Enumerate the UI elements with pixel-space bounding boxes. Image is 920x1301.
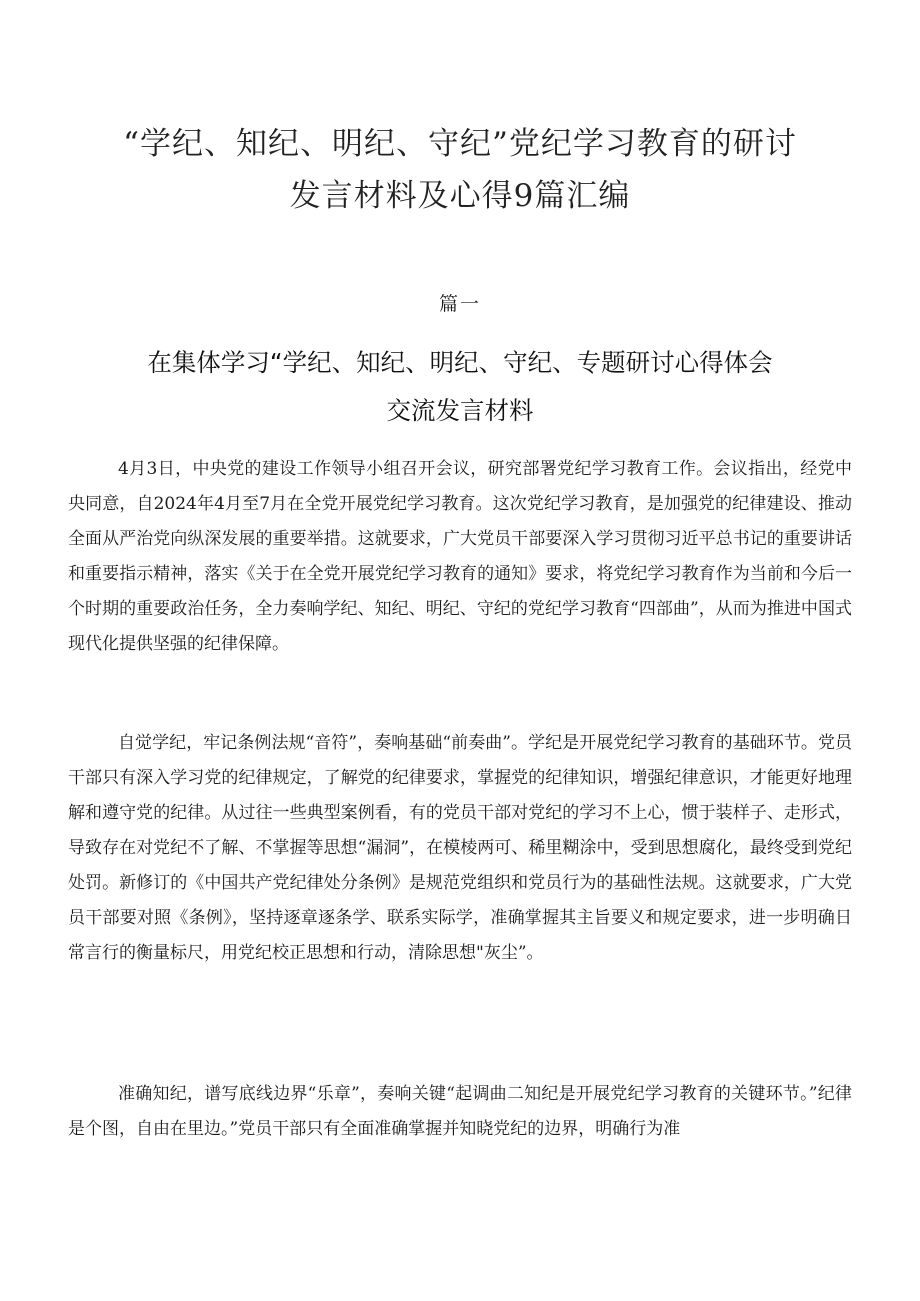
body-paragraph-1: 4月3日，中央党的建设工作领导小组召开会议，研究部署党纪学习教育工作。会议指出，经党中央同意，自2024年4月至7月在全党开展党纪学习教育。这次党纪学习教育，是加强党的纪律建设、推动全面从严治党向纵深发展的重要举措。这就要求，广大党员干部要深入学习贯彻习近平总书记的重要讲话和重要指示精神，落实《关于在全党开展党纪学习教育的通知》要求，将党纪学习教育作为当前和今后一个时期的重要政治任务，全力奏响学纪、知纪、明纪、守纪的党纪学习教育“四部曲”，从而为推进中国式现代化提供坚强的纪律保障。 [68,459,852,654]
document-title-line-2: 发言材料及心得9篇汇编 [289,178,631,214]
body-paragraph-2: 自觉学纪，牢记条例法规“音符”，奏响基础“前奏曲”。学纪是开展党纪学习教育的基础环节。党员干部只有深入学习党的纪律规定，了解党的纪律要求，掌握党的纪律知识，增强纪律意识，才能更好地理解和遵守党的纪律。从过往一些典型案例看，有的党员干部对党纪的学习不上心，惯于装样子、走形式，导致存在对党纪不了解、不掌握等思想“漏洞”，在模棱两可、稀里糊涂中，受到思想腐化，最终受到党纪处罚。新修订的《中国共产党纪律处分条例》是规范党组织和党员行为的基础性法规。这就要求，广大党员干部要对照《条例》，坚持逐章逐条学、联系实际学，准确掌握其主旨要义和规定要求，进一步明确日常言行的衡量标尺，用党纪校正思想和行动，清除思想"灰尘”。 [68,733,852,963]
section-label: 篇一 [438,293,481,315]
document-title-line-1: “学纪、知纪、明纪、守纪”党纪学习教育的研讨 [123,126,797,162]
document-title [60,118,860,222]
body-paragraph-3: 准确知纪，谱写底线边界“乐章”，奏响关键“起调曲二知纪是开展党纪学习教育的关键环节。”纪律是个图，自由在里边。”党员干部只有全面准确掌握并知晓党纪的边界，明确行为准 [68,1084,852,1139]
section-title [80,339,840,435]
section-title-line-1: 在集体学习“学纪、知纪、明纪、守纪、专题研讨心得体会 [147,348,773,377]
section-title-line-2: 交流发言材料 [386,396,534,425]
